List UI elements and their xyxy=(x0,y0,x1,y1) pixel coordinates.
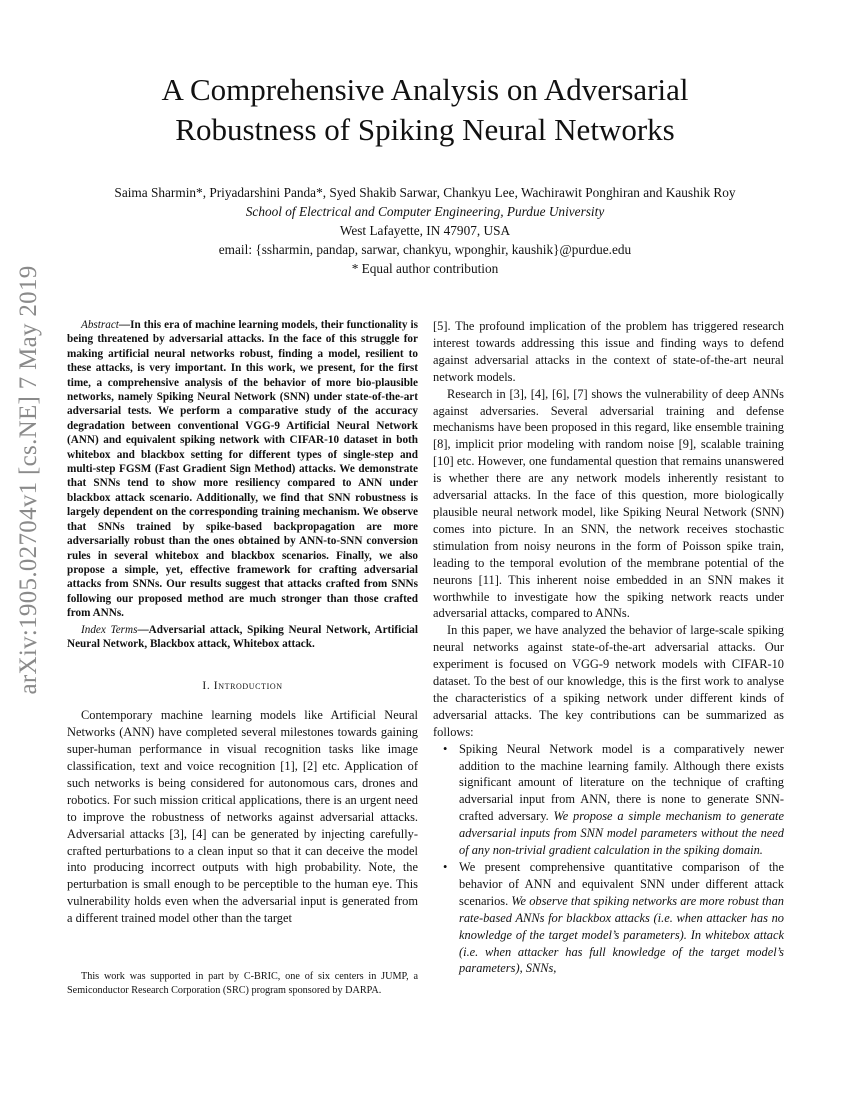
list-item-italic: We observe that spiking networks are more robust than rate-based ANNs for blackbox attacks (i.e. when attacker has no knowledge of the target model’s parameters). In whitebox attack (i.e. when attacker has full knowledge of the target model’s parameters), SNNs, xyxy=(459,893,784,976)
author-block xyxy=(30,183,820,278)
contributions-list xyxy=(433,741,784,978)
title-line-2: Robustness of Spiking Neural Networks xyxy=(175,112,675,147)
intro-paragraph-continued: [5]. The profound implication of the problem has triggered research interest towards addressing this issue and finding ways to defend against adversarial attacks in the context of state-of-the-art neural network models. xyxy=(433,319,784,384)
title-line-1: A Comprehensive Analysis on Adversarial xyxy=(161,72,689,107)
index-terms-text: —Adversarial attack, Spiking Neural Network, Artificial Neural Network, Blackbox attack, Whitebox attack. xyxy=(67,623,418,650)
intro-paragraph-1: Contemporary machine learning models like Artificial Neural Networks (ANN) have completed several milestones towards gaining super-human performance in visual recognition tasks like image classification, text and voice recognition [1], [2] etc. Application of such networks is being considered for autonomous cars, drones and robotics. For such mission critical applications, there is an urgent need to improve the robustness of networks against adversarial attacks. Adversarial attacks [3], [4] can be generated by injecting carefully-crafted perturbations to a clean input so that it can deceive the model into producing incorrect outputs with high probability. Note, the perturbation is small enough to be perceptible to the human eye. This vulnerability holds even when the adversarial input is generated from a different trained model other than the target xyxy=(67,708,418,926)
list-item xyxy=(443,741,784,859)
bullet-icon: • xyxy=(443,860,448,874)
author-location: West Lafayette, IN 47907, USA xyxy=(339,223,511,238)
bullet-icon: • xyxy=(443,741,448,756)
author-email: email: {ssharmin, pandap, sarwar, chankyu, wponghir, kaushik}@purdue.edu xyxy=(218,242,632,257)
section-heading-introduction: I. Introduction xyxy=(202,680,283,693)
list-item-text: We present comprehensive quantitative comparison of the behavior of ANN and equivalent SNN under different attack scenarios. xyxy=(459,860,784,908)
abstract-text: —In this era of machine learning models, their functionality is being threatened by adversarial attacks. In the face of this struggle for making artificial neural networks robust, finding a model, resilient to these attacks, is very important. In this work, we present, for the first time, a comprehensive analysis of the behavior of more bio-plausible networks, namely Spiking Neural Network (SNN) under state-of-the-art adversarial tests. We perform a comparative study of the accuracy degradation between conventional VGG-9 Artificial Neural Network (ANN) and equivalent spiking network with CIFAR-10 dataset in both whitebox and blackbox setting for different types of single-step and multi-step FGSM (Fast Gradient Sign Method) attacks. We demonstrate that SNNs tend to show more resiliency compared to ANN under blackbox attack scenario. Additionally, we find that SNN robustness is largely dependent on the corresponding training mechanism. We observe that SNNs trained by spike-based backpropagation are more adversarially robust than the ones obtained by ANN-to-SNN conversion rules in several whitebox and blackbox scenarios. Finally, we also propose a simple, yet, effective framework for crafting adversarial attacks from SNNs. Our results suggest that attacks crafted from SNNs following our proposed method are much stronger than those crafted from ANNs. xyxy=(67,319,418,620)
arxiv-stamp xyxy=(8,265,50,695)
list-item xyxy=(443,859,784,977)
footnote: This work was supported in part by C-BRIC, one of six centers in JUMP, a Semiconductor Research Corporation (SRC) program sponsored by DARPA. xyxy=(67,971,418,996)
arxiv-stamp-text: arXiv:1905.02704v1 [cs.NE] 7 May 2019 xyxy=(15,265,42,695)
left-column xyxy=(67,318,418,927)
intro-paragraph-2: Research in [3], [4], [6], [7] shows the vulnerability of deep ANNs against adversaries. Several adversarial training and defense mechanisms have been proposed in this regard, like ensemble training [8], implicit prior modeling with random noise [9], scalable training [10] etc. However, one fundamental question that remains unanswered is whether there are any network models inherently resistant to adversarial attacks. In the face of this question, more biologically plausible neural network model, like Spiking Neural Network (SNN) comes into picture. In an SNN, the network receives stochastic stimulation from noisy neurons in the form of Poisson spike train, leading to the temporal evolution of the membrane potential of the neurons [11]. This inherent noise embedded in an SNN makes it worthwhile to investigate how the spiking network reacts under adversarial attacks, compared to ANNs. xyxy=(433,386,784,621)
index-terms xyxy=(67,623,418,652)
list-item-text: Spiking Neural Network model is a comparatively newer addition to the machine learning family. Although there exists significant amount of literature on the technique of crafting adversarial input from ANN, there is none to generate SNN-crafted adversary. xyxy=(459,741,784,824)
paper-title xyxy=(70,70,780,150)
list-item-italic: We propose a simple mechanism to generate adversarial inputs from SNN model parameters without the need of any non-trivial gradient calculation in the spiking domain. xyxy=(459,809,784,858)
intro-paragraph-3: In this paper, we have analyzed the behavior of large-scale spiking neural networks against state-of-the-art adversarial attacks. Our experiment is focused on VGG-9 network models with CIFAR-10 dataset. To the best of our knowledge, this is the first work to analyse the characteristics of a spiking network under different kinds of adversarial attacks. The key contributions can be summarized as follows: xyxy=(433,623,784,739)
index-terms-label: Index Terms xyxy=(81,623,138,636)
right-column xyxy=(433,318,784,977)
author-affiliation: School of Electrical and Computer Engineering, Purdue University xyxy=(245,204,605,219)
author-note: * Equal author contribution xyxy=(351,261,499,276)
abstract xyxy=(67,318,418,621)
abstract-label: Abstract xyxy=(81,319,119,331)
author-names: Saima Sharmin*, Priyadarshini Panda*, Syed Shakib Sarwar, Chankyu Lee, Wachirawit Ponghiran and Kaushik Roy xyxy=(114,185,736,200)
